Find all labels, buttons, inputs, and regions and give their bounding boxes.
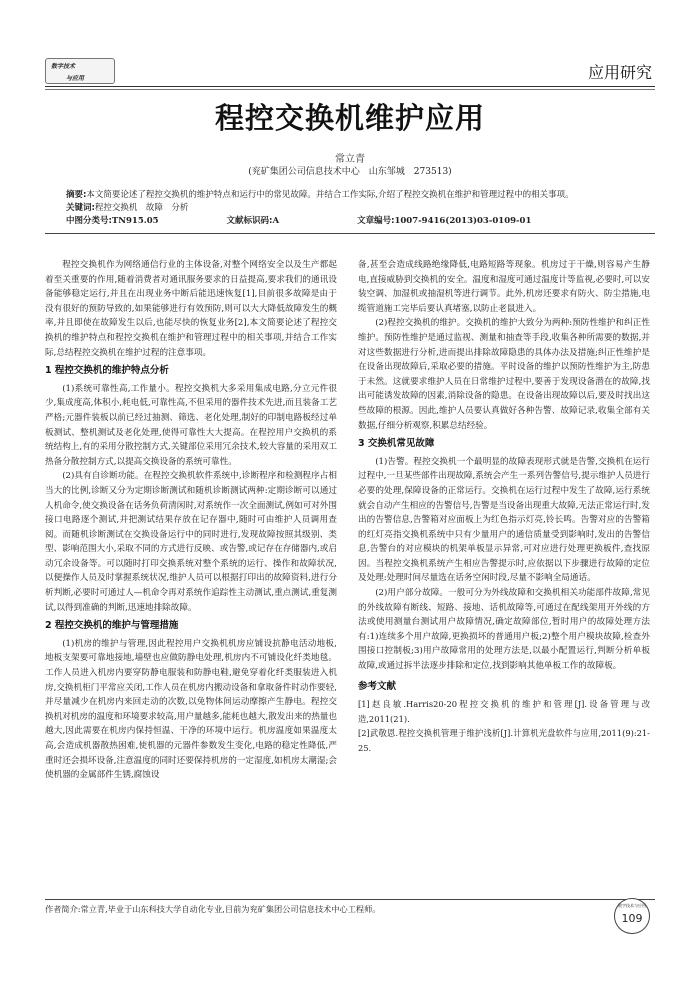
id-label: 文章编号: (357, 216, 395, 226)
left-column (45, 258, 337, 783)
section-label: 应用研究 (587, 63, 652, 82)
abstract-block (66, 189, 666, 228)
id-value: 1007-9416(2013)03-0109-01 (394, 216, 532, 226)
clc-value: TN915.05 (111, 216, 159, 226)
references-heading: 参考文献 (358, 680, 397, 692)
header-divider-thin (45, 89, 655, 90)
badge-journal-text: 数字技术与应用 (618, 903, 646, 908)
reference-1: [1]赵良敏.Harris20-20程控交换机的维护和管理[J].设备管理与改造,2011(21). (358, 699, 650, 724)
keywords-label: 关键词: (66, 203, 95, 213)
right-column (358, 258, 650, 756)
article-title: 程控交换机维护应用 (214, 101, 485, 135)
document-code (227, 215, 280, 228)
section-1-heading: 1 程控交换机的维护特点分析 (45, 365, 169, 377)
page-number-badge (614, 898, 650, 934)
references (358, 680, 650, 756)
abstract-label: 摘要: (66, 190, 87, 200)
footer-divider (45, 899, 655, 900)
keywords-text: 程控交换机 故障 分析 (94, 203, 189, 213)
abstract-text: 本文简要论述了程控交换机的维护特点和运行中的常见故障。并结合工作实际,介绍了程控交换机在维护和管理过程中的相关事项。 (86, 190, 574, 200)
section-2-continued: 备,甚至会造成线路绝缘降低,电路短路等现象。机房过于干燥,则容易产生静电,直接威胁到交换机的安全。温度和湿度可通过温度计等监视,必要时,可以安装空调、加湿机或抽湿机等进行调节。此外,机房还要求有防火、防尘措施,电缆管道施工完毕后要认真堵塞,以防止老鼠进入。 (358, 260, 650, 314)
logo-line-1: 数字技术 (51, 63, 76, 70)
clc-label: 中图分类号: (66, 216, 112, 226)
abstract (66, 189, 666, 202)
clc-number (66, 215, 159, 228)
section-3-heading: 3 交换机常见故障 (358, 438, 435, 450)
intro-paragraph: 程控交换机作为网络通信行业的主体设备,对整个网络安全以及生产都起着至关重要的作用,随着消费者对通讯服务要求的日益提高,要求我们的通讯设备能够稳定运行,并且在出现业务中断后能迅速恢复[1],目前很多故障是由于没有很好的预防导致的,如果能够进行有效预防,则可以大大降低故障发生的概率,并且即使在故障发生以后,也能尽快的恢复业务[2],本文简要论述了程控交换机的维护特点和程控交换机在维护和管理过程中的相关事项,并结合工作实际,总结程控交换机在维护过程的注意事项。 (45, 260, 337, 358)
journal-logo (45, 58, 115, 84)
article-id (357, 215, 531, 228)
page-number: 109 (621, 912, 643, 925)
section-1-paragraph-1: (1)系统可靠性高,工作量小。程控交换机大多采用集成电路,分立元件很少,集成度高,体积小,耗电低,可靠性高,不但采用的器件技术先进,而且装备工艺严格;元器件装板以前已经过抽测、筛选、老化处理,制好的印制电路板经过单板测试、整机测试及老化处理,使得可靠性大大提高。在程控用户交换机的系统结构上,有的采用分散控制方式,关键部位采用冗余技术,较大容量的采用双工热备分散控制方式,以提高交换设备的系统可靠性。 (45, 383, 337, 467)
section-3-paragraph-2: (2)用户部分故障。一般可分为外线故障和交换机相关功能部件故障,常见的外线故障有断线、短路、接地、话机故障等,可通过在配线架用开外线的方法或使用测量台测试用户故障情况,确定故障部位,暂时用户的故障处理方法有:1)连续多个用户故障,更换损坏的普通用户板;2)整个用户模块故障,检查外围接口控制板;3)用户故障常用的处理方法是,以最小配置运行,判断分析单板故障,或通过拆半法逐步排除和定位,找到影响其他单板工作的故障板。 (358, 588, 650, 672)
doc-value: A (272, 216, 280, 226)
section-2-heading: 2 程控交换机的维护与管理措施 (45, 620, 179, 632)
section-2-paragraph-1: (1)机房的维护与管理,因此程控用户交换机机房应铺设抗静电活动地板,地板支架要可靠地接地,墙壁也应做防静电处理,机房内不可铺设化纤类地毯。工作人员进入机房内要穿防静电服装和防静电鞋,避免穿着化纤类服装进入机房,交换机柜门平常应关闭,工作人员在机房内搬动设备和拿取备件时动作要轻,并尽量减少在机房内来回走动的次数,以免物体间运动摩擦产生静电。程控交换机对机房的温度和环境要求较高,用户量越多,能耗也越大,散发出来的热量也越大,因此需要在机房内保持恒温、干净的环境中运行。机房温度如果温度太高,会造成机器散热困难,使机器的元器件参数发生变化,电路的稳定性降低,严重时还会损坏设备,注意温度的同时还要保持机房的一定湿度,如机房太潮湿;会使机器的金属部件生锈,腐蚀设 (45, 638, 337, 781)
keywords (66, 202, 666, 215)
abstract-divider (45, 233, 655, 234)
author-bio: 作者简介:常立青,毕业于山东科技大学自动化专业,目前为兖矿集团公司信息技术中心工程师。 (45, 904, 381, 914)
author-affiliation: (兖矿集团公司信息技术中心 山东邹城 273513) (248, 167, 452, 177)
section-2-paragraph-2: (2)程控交换机的维护。交换机的维护大致分为两种:预防性维护和纠正性维护。预防性维护是通过监视、测量和抽查等手段,收集各种所需要的数据,并对这些数据进行分析,进而提出排除故障隐患的具体办法及措施;纠正性维护是在设备出现故障后,采取必要的措施。平时设备的维护以预防性维护为主,防患于未然。这就要求维护人员在日常维护过程中,要善于发现设备潜在的故障,找出可能诱发故障的因素,消除设备的隐患。在设备出现故障以后,要及时找出这些故障的根源。因此,维护人员要认真做好各种告警、故障记录,收集全部有关数据,仔细分析观察,积累总结经验。 (358, 318, 650, 431)
reference-2: [2]武敬恩.程控交换机管理于维护浅析[J].计算机光盘软件与应用,2011(9):21-25. (358, 728, 650, 753)
logo-line-2: 与应用 (66, 75, 85, 82)
doc-label: 文献标识码: (226, 216, 273, 226)
header-divider (45, 86, 655, 87)
section-1-paragraph-2: (2)具有自诊断功能。在程控交换机软件系统中,诊断程序和检测程序占相当大的比例,诊断又分为定期诊断测试和随机诊断测试两种:定期诊断可以通过人机命令,使交换设备在话务负荷清闲时,对系统作一次全面测试,例如可对外围接口电路逐个测试,并把测试结果存放在记存器中,随时可由维护人员调用查阅。而随机诊断测试在交换设备运行中的同时进行,发现故障按照其级别、类型、影响范围大小,采取不同的方式进行反映、或告警,或记存在存储器内,或启动冗余设备等。可以随时打印交换系统对整个系统的运行、操作和故障状况,以便操作人员及时掌握系统状况,维护人员可以根据打印出的故障资料,进行分析判断,必要时可通过人—机命令再对系统作追踪性主动测试,重点测试,重复测试,以得到准确的判断,迅速地排除故障。 (45, 471, 337, 613)
article-meta (66, 215, 666, 228)
author-name: 常立青 (335, 154, 365, 165)
section-3-paragraph-1: (1)告警。程控交换机一个最明显的故障表现形式就是告警,交换机在运行过程中,一旦某些部件出现故障,系统会产生一系列告警信号,提示维护人员进行必要的处理,保障设备的正常运行。交换机在运行过程中发生了故障,运行系统就会自动产生相应的告警信号,告警是当设备出现重大故障,无法正常运行时,发出的告警信息,告警箱对应面板上为红色指示灯亮,铃长鸣。告警对应的告警箱的红灯亮指交换机系统中只有少量用户的通信质量受到影响时,发出的告警信息,告警台的对应模块的机架单板显示异常,可对应进行处理更换板件,查找原因。当程控交换机系统产生相应告警提示时,应依据以下步骤进行故障的定位及处理:处理时间尽量选在话务空闲时段,尽量不影响全局通话。 (358, 456, 650, 584)
